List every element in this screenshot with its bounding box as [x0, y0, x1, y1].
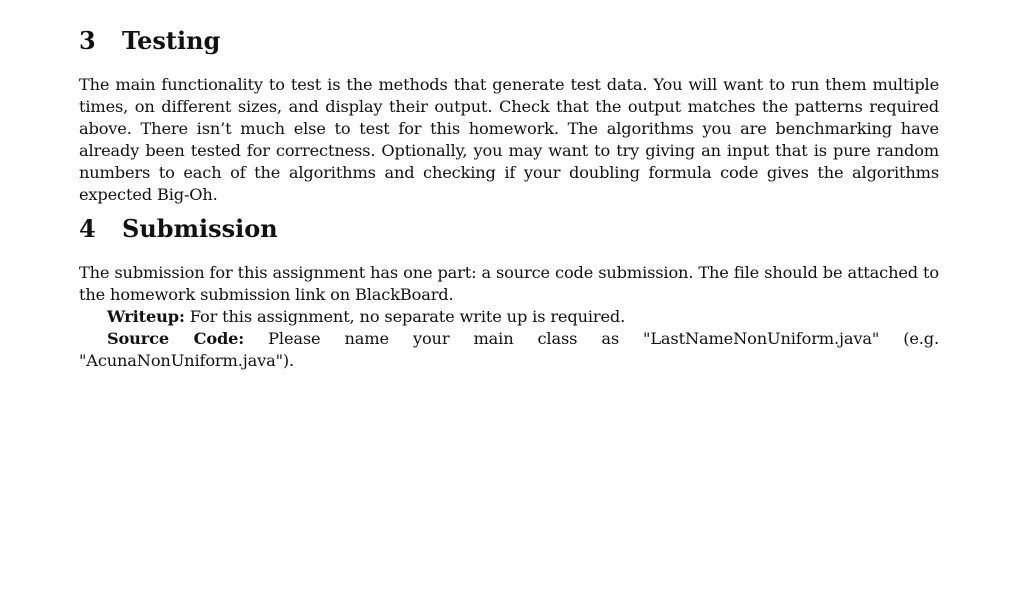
section-number: 4: [79, 214, 96, 243]
writeup-label: Writeup:: [107, 307, 185, 326]
writeup-paragraph: [79, 306, 939, 328]
source-code-label: Source Code:: [107, 329, 245, 348]
writeup-text: For this assignment, no separate write up is required.: [189, 307, 626, 326]
section-number: 3: [79, 26, 96, 55]
source-code-paragraph: [79, 328, 939, 372]
section-title: Testing: [122, 26, 221, 55]
section-heading-testing: [79, 27, 220, 55]
submission-paragraph: The submission for this assignment has one part: a source code submission. The file should be attached to the homework submission link on BlackBoard.: [79, 263, 939, 304]
source-code-text: Please name your main class as "LastNameNonUniform.java" (e.g. "AcunaNonUniform.java").: [79, 329, 939, 370]
testing-paragraph: The main functionality to test is the methods that generate test data. You will want to run them multiple times, on different sizes, and display their output. Check that the output matches the patterns required above. There isn’t much else to test for this homework. The algorithms you are benchmarking have already been tested for correctness. Optionally, you may want to try giving an input that is pure random numbers to each of the algorithms and checking if your doubling formula code gives the algorithms expected Big-Oh.: [79, 75, 939, 204]
section-title: Submission: [122, 214, 278, 243]
section-heading-submission: [79, 215, 278, 243]
